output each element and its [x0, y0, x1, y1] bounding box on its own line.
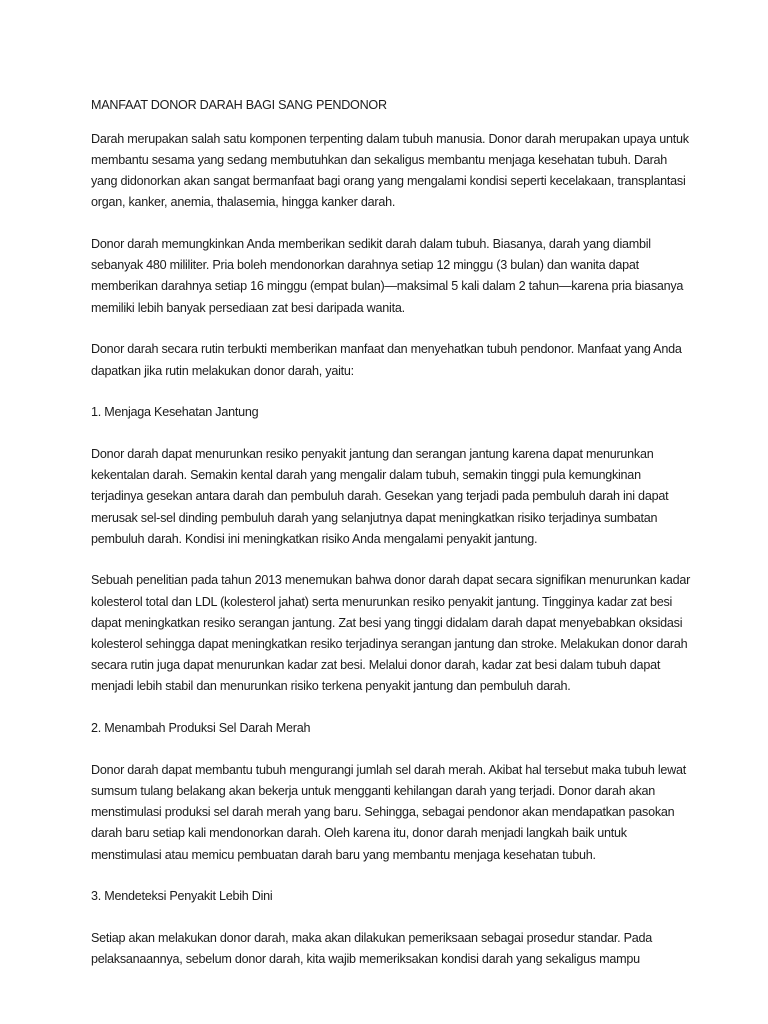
section-paragraph: Sebuah penelitian pada tahun 2013 menemukan bahwa donor darah dapat secara signifikan menurunkan kadar kolesterol total dan LDL (kolesterol jahat) serta menurunkan resiko penyakit jantung. Tingginya kadar zat besi dapat meningkatkan resiko serangan jantung. Zat besi yang tinggi didalam darah dapat menyebabkan oksidasi kolesterol sehingga dapat meningkatkan resiko terjadinya serangan jantung dan stroke. Melakukan donor darah secara rutin juga dapat menurunkan kadar zat besi. Melalui donor darah, kadar zat besi dalam tubuh dapat menjadi lebih stabil dan menurunkan risiko terkena penyakit jantung dan pembuluh darah.: [91, 573, 691, 694]
intro-paragraph: Donor darah memungkinkan Anda memberikan sedikit darah dalam tubuh. Biasanya, darah yang diambil sebanyak 480 mililiter. Pria boleh mendonorkan darahnya setiap 12 minggu (3 bulan) dan wanita dapat memberikan darahnya setiap 16 minggu (empat bulan)—maksimal 5 kali dalam 2 tahun—karena pria biasanya memiliki lebih banyak persediaan zat besi daripada wanita.: [91, 237, 684, 315]
section-paragraph: Donor darah dapat menurunkan resiko penyakit jantung dan serangan jantung karena dapat menurunkan kekentalan darah. Semakin kental darah yang mengalir dalam tubuh, semakin tinggi pula kemungkinan terjadinya gesekan antara darah dan pembuluh darah. Gesekan yang terjadi pada pembuluh darah ini dapat merusak sel-sel dinding pembuluh darah yang selanjutnya dapat meningkatkan risiko terjadinya sumbatan pembuluh darah. Kondisi ini meningkatkan risiko Anda mengalami penyakit jantung.: [91, 446, 669, 546]
document-title: MANFAAT DONOR DARAH BAGI SANG PENDONOR: [91, 98, 387, 112]
document-body: [91, 95, 693, 991]
intro-paragraph: Darah merupakan salah satu komponen terpenting dalam tubuh manusia. Donor darah merupakan upaya untuk membantu sesama yang sedang membutuhkan dan sekaligus membantu menjaga kesehatan tubuh. Darah yang didonorkan akan sangat bermanfaat bagi orang yang mengalami kondisi seperti kecelakaan, transplantasi organ, kanker, anemia, thalasemia, hingga kanker darah.: [91, 131, 689, 210]
section-heading: 3. Mendeteksi Penyakit Lebih Dini: [91, 889, 273, 904]
section-paragraph: Donor darah dapat membantu tubuh mengurangi jumlah sel darah merah. Akibat hal tersebut maka tubuh lewat sumsum tulang belakang akan bekerja untuk mengganti kehilangan darah yang terjadi. Donor darah akan menstimulasi produksi sel darah merah yang baru. Sehingga, sebagai pendonor akan mendapatkan pasokan darah baru setiap kali mendonorkan darah. Oleh karena itu, donor darah menjadi langkah baik untuk menstimulasi atau memicu pembuatan darah baru yang membantu menjaga kesehatan tubuh.: [91, 762, 686, 862]
section-heading: 2. Menambah Produksi Sel Darah Merah: [91, 721, 311, 736]
section-heading: 1. Menjaga Kesehatan Jantung: [91, 405, 259, 420]
intro-paragraph: Donor darah secara rutin terbukti memberikan manfaat dan menyehatkan tubuh pendonor. Manfaat yang Anda dapatkan jika rutin melakukan donor darah, yaitu:: [91, 342, 682, 378]
section-paragraph: Setiap akan melakukan donor darah, maka akan dilakukan pemeriksaan sebagai prosedur standar. Pada pelaksanaannya, sebelum donor darah, kita wajib memeriksakan kondisi darah yang sekaligus mampu: [91, 931, 653, 967]
